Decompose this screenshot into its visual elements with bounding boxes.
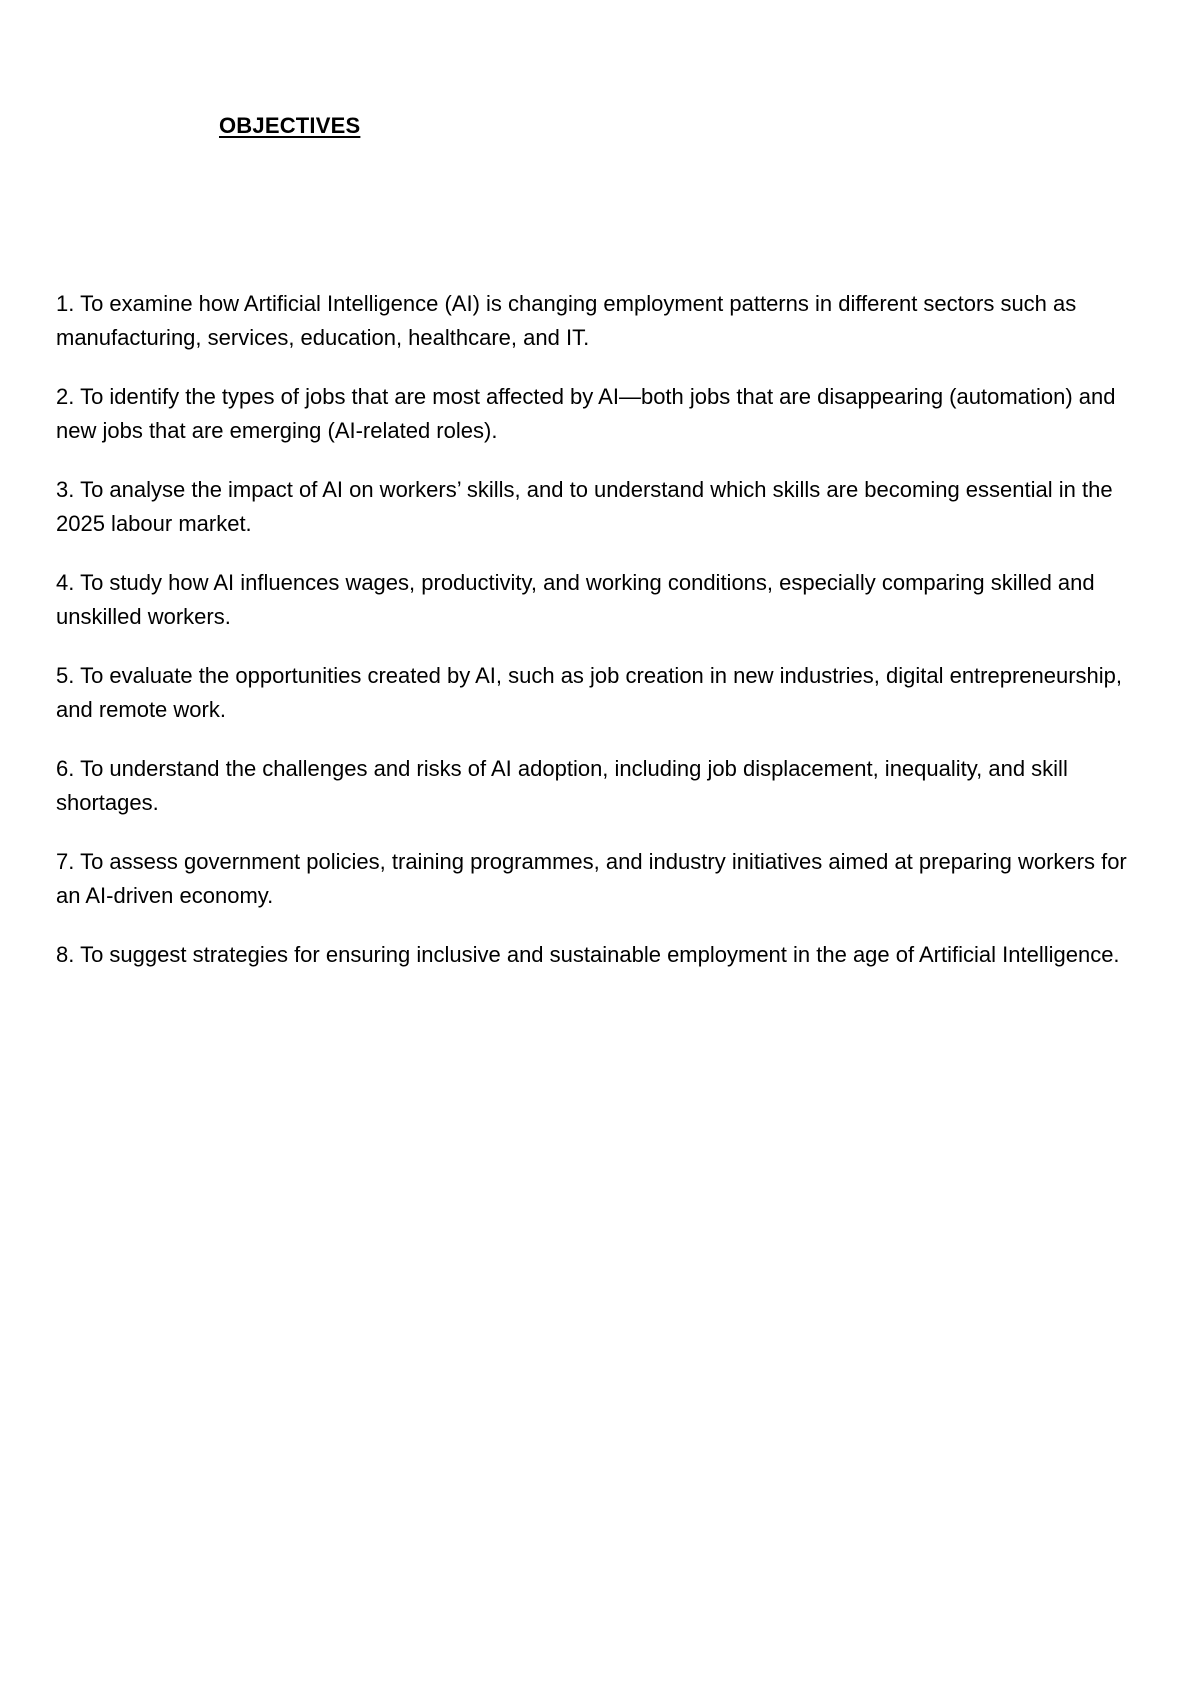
- objective-item: 8. To suggest strategies for ensuring inclusive and sustainable employment in the age of Artificial Intelligence.: [56, 942, 1120, 967]
- page-title: OBJECTIVES: [219, 113, 361, 138]
- objective-item: 3. To analyse the impact of AI on workers’ skills, and to understand which skills are becoming essential in the 2025 labour market.: [56, 477, 1113, 536]
- objective-item: 1. To examine how Artificial Intelligence (AI) is changing employment patterns in different sectors such as manufacturing, services, education, healthcare, and IT.: [56, 291, 1077, 350]
- objective-item: 5. To evaluate the opportunities created by AI, such as job creation in new industries, digital entrepreneurship, and remote work.: [56, 663, 1123, 722]
- objective-item: 6. To understand the challenges and risks of AI adoption, including job displacement, inequality, and skill shortages.: [56, 756, 1068, 815]
- objective-item: 4. To study how AI influences wages, productivity, and working conditions, especially comparing skilled and unskilled workers.: [56, 570, 1095, 629]
- objective-item: 7. To assess government policies, training programmes, and industry initiatives aimed at preparing workers for an AI-driven economy.: [56, 849, 1127, 908]
- objectives-list: [56, 287, 1156, 997]
- objective-item: 2. To identify the types of jobs that are most affected by AI—both jobs that are disappearing (automation) and new jobs that are emerging (AI-related roles).: [56, 384, 1116, 443]
